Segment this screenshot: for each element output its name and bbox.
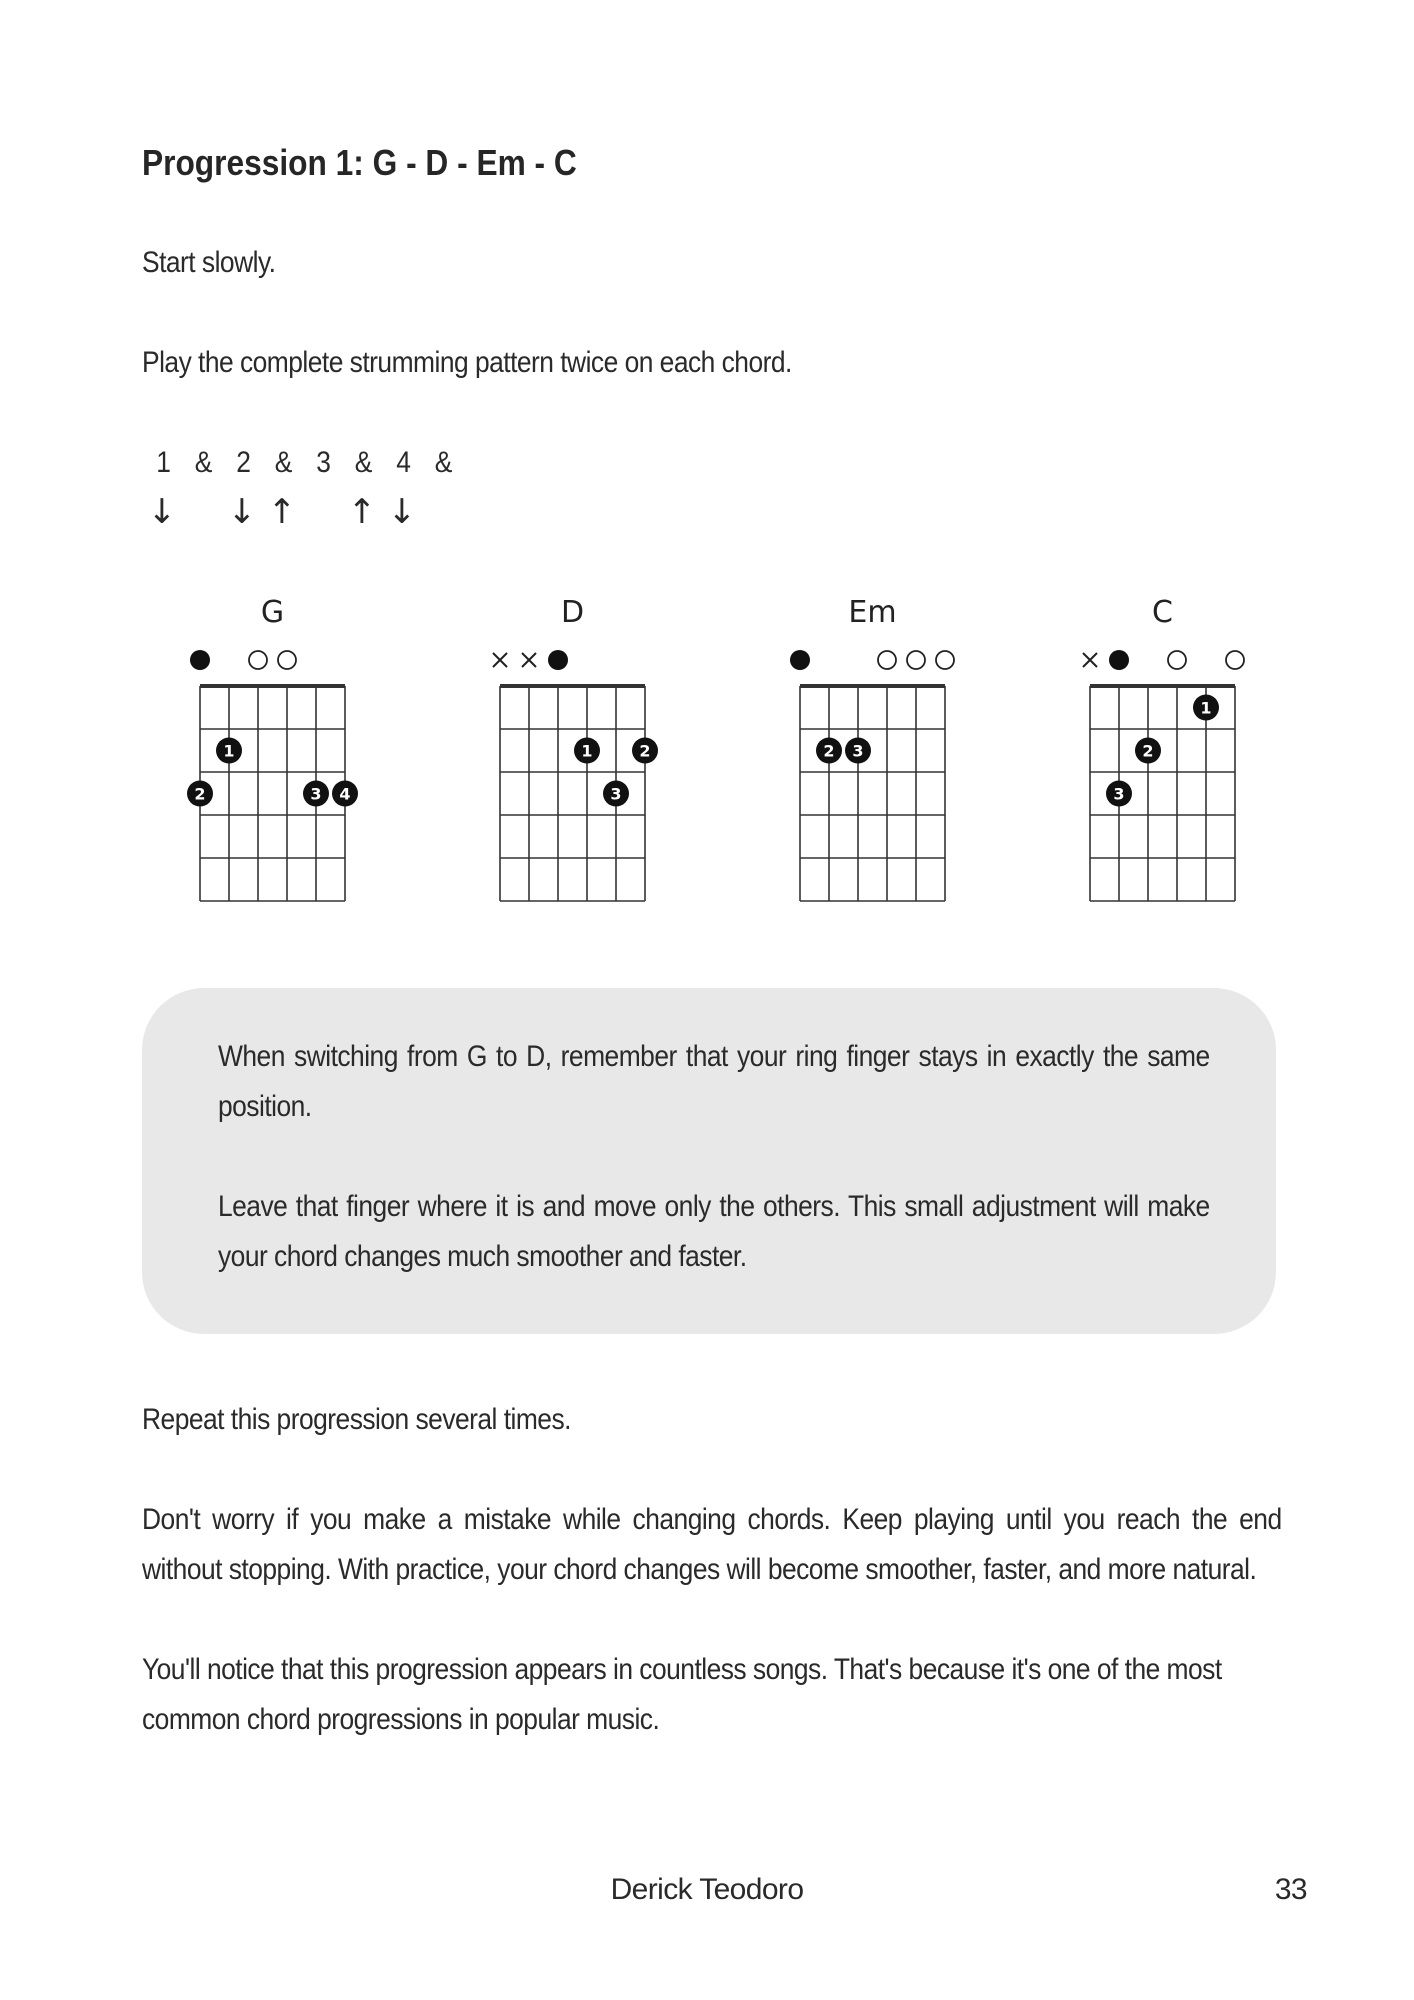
finger-number: 3 xyxy=(610,784,622,804)
beat-count: 3 xyxy=(316,446,331,479)
chord-diagrams xyxy=(0,0,1414,920)
finger-number: 2 xyxy=(639,741,651,761)
finger-number: 2 xyxy=(823,741,835,761)
finger-number: 4 xyxy=(339,784,351,804)
footer-author: Derick Teodoro xyxy=(610,1873,804,1906)
tip-paragraph-2: Leave that finger where it is and move only the others. This small adjustment will make your chord changes much smoother and faster. xyxy=(218,1190,1210,1273)
finger-number: 1 xyxy=(581,741,593,761)
open-string-icon xyxy=(278,651,296,669)
root-marker-icon xyxy=(190,650,210,670)
chord-diagram-d xyxy=(493,595,658,901)
beat-count: & xyxy=(354,446,373,479)
finger-number: 1 xyxy=(1200,698,1212,718)
open-string-icon xyxy=(936,651,954,669)
strum-arrow-icon: ↑ xyxy=(347,492,377,532)
strum-arrow-icon: ↓ xyxy=(147,492,177,532)
body-paragraph-2: Don't worry if you make a mistake while changing chords. Keep playing until you reach the end without stopping. With practice, your chord changes will become smoother, faster, and more natural. xyxy=(142,1503,1282,1586)
chord-diagram-g xyxy=(187,595,358,901)
chord-diagram-c xyxy=(1083,595,1244,901)
chord-name: G xyxy=(260,595,285,630)
beat-count: 1 xyxy=(156,446,171,479)
finger-number: 3 xyxy=(310,784,322,804)
finger-number: 1 xyxy=(223,741,235,761)
chord-diagram-em xyxy=(790,595,954,901)
open-string-icon xyxy=(249,651,267,669)
page-title: Progression 1: G - D - Em - C xyxy=(142,142,577,183)
body-paragraph-1: Repeat this progression several times. xyxy=(142,1403,571,1436)
tip-callout xyxy=(142,988,1276,1334)
intro-line-1: Start slowly. xyxy=(142,246,276,279)
chord-name: Em xyxy=(848,595,897,630)
open-string-icon xyxy=(1226,651,1244,669)
page-number: 33 xyxy=(1274,1873,1307,1906)
beat-count: & xyxy=(194,446,213,479)
strum-arrow-icon: ↑ xyxy=(267,492,297,532)
open-string-icon xyxy=(907,651,925,669)
chord-name: C xyxy=(1152,595,1173,630)
strum-arrow-icon: ↓ xyxy=(387,492,417,532)
strum-arrow-icon: ↓ xyxy=(227,492,257,532)
beat-count: 4 xyxy=(396,446,411,479)
root-marker-icon xyxy=(790,650,810,670)
chord-name: D xyxy=(560,595,585,630)
root-marker-icon xyxy=(1109,650,1129,670)
tip-paragraph-1: When switching from G to D, remember that your ring finger stays in exactly the same position. xyxy=(218,1040,1210,1123)
intro-line-2: Play the complete strumming pattern twice on each chord. xyxy=(142,346,792,379)
beat-count: 2 xyxy=(236,446,251,479)
open-string-icon xyxy=(1168,651,1186,669)
body-paragraph-3: You'll notice that this progression appears in countless songs. That's because it's one of the most common chord progressions in popular music. xyxy=(142,1653,1222,1736)
beat-count: & xyxy=(274,446,293,479)
finger-number: 2 xyxy=(1142,741,1154,761)
finger-number: 2 xyxy=(194,784,206,804)
beat-count: & xyxy=(434,446,453,479)
finger-number: 3 xyxy=(852,741,864,761)
root-marker-icon xyxy=(548,650,568,670)
finger-number: 3 xyxy=(1113,784,1125,804)
body-text xyxy=(142,1395,1282,1745)
open-string-icon xyxy=(878,651,896,669)
